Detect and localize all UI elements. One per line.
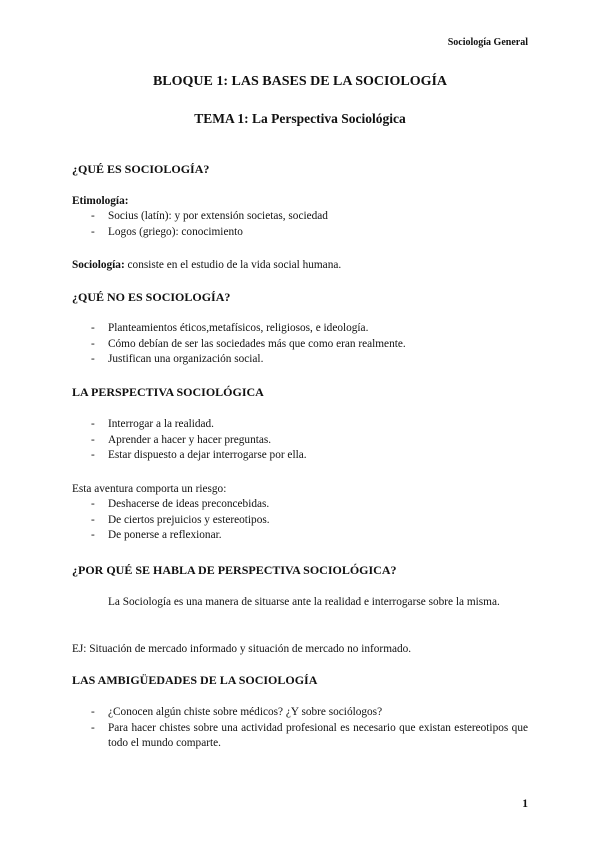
list-item: - Aprender a hacer y hacer preguntas. — [72, 433, 528, 449]
section-heading-por-que: ¿POR QUÉ SE HABLA DE PERSPECTIVA SOCIOLÓGICA? — [72, 563, 397, 577]
etymology-list — [72, 209, 528, 240]
list-item: - Socius (latín): y por extensión societas, sociedad — [72, 209, 528, 225]
section-heading-perspectiva: LA PERSPECTIVA SOCIOLÓGICA — [72, 385, 264, 399]
etymology-label-text: Etimología: — [72, 195, 129, 207]
section-heading-que-es: ¿QUÉ ES SOCIOLOGÍA? — [72, 162, 210, 176]
list-item: - Para hacer chistes sobre una actividad profesional es necesario que existan estereotipos que todo el mundo comparte. — [72, 721, 528, 752]
definition-text: consiste en el estudio de la vida social humana. — [124, 259, 342, 271]
perspective-paragraph: La Sociología es una manera de situarse ante la realidad e interrogarse sobre la misma. — [108, 596, 500, 608]
page-number: 1 — [522, 798, 528, 810]
list-item: - Interrogar a la realidad. — [72, 417, 528, 433]
list-item: - Estar dispuesto a dejar interrogarse por ella. — [72, 448, 528, 464]
risk-intro: Esta aventura comporta un riesgo: — [72, 483, 227, 495]
list-item: - Logos (griego): conocimiento — [72, 225, 528, 241]
block-title: BLOQUE 1: LAS BASES DE LA SOCIOLOGÍA — [152, 74, 448, 89]
list-item: - Cómo debían de ser las sociedades más que como eran realmente. — [72, 337, 528, 353]
list-item: - Justifican una organización social. — [72, 352, 528, 368]
ambiguity-list — [72, 705, 528, 752]
risk-list — [72, 497, 528, 544]
example-paragraph: EJ: Situación de mercado informado y situación de mercado no informado. — [72, 643, 412, 655]
definition-paragraph — [72, 258, 528, 273]
list-item: - De ponerse a reflexionar. — [72, 528, 528, 544]
running-header: Sociología General — [447, 37, 528, 48]
section-heading-ambiguedades: LAS AMBIGÜEDADES DE LA SOCIOLOGÍA — [72, 673, 318, 687]
section-heading-que-no-es: ¿QUÉ NO ES SOCIOLOGÍA? — [72, 290, 231, 304]
definition-label: Sociología: — [72, 259, 125, 271]
not-sociology-list — [72, 321, 528, 368]
list-item: - Deshacerse de ideas preconcebidas. — [72, 497, 528, 513]
list-item: - De ciertos prejuicios y estereotipos. — [72, 513, 528, 529]
topic-title: TEMA 1: La Perspectiva Sociológica — [194, 111, 406, 126]
etymology-label — [72, 194, 528, 209]
list-item: - Planteamientos éticos,metafísicos, religiosos, e ideología. — [72, 321, 528, 337]
perspective-list — [72, 417, 528, 464]
list-item: - ¿Conocen algún chiste sobre médicos? ¿Y sobre sociólogos? — [72, 705, 528, 721]
